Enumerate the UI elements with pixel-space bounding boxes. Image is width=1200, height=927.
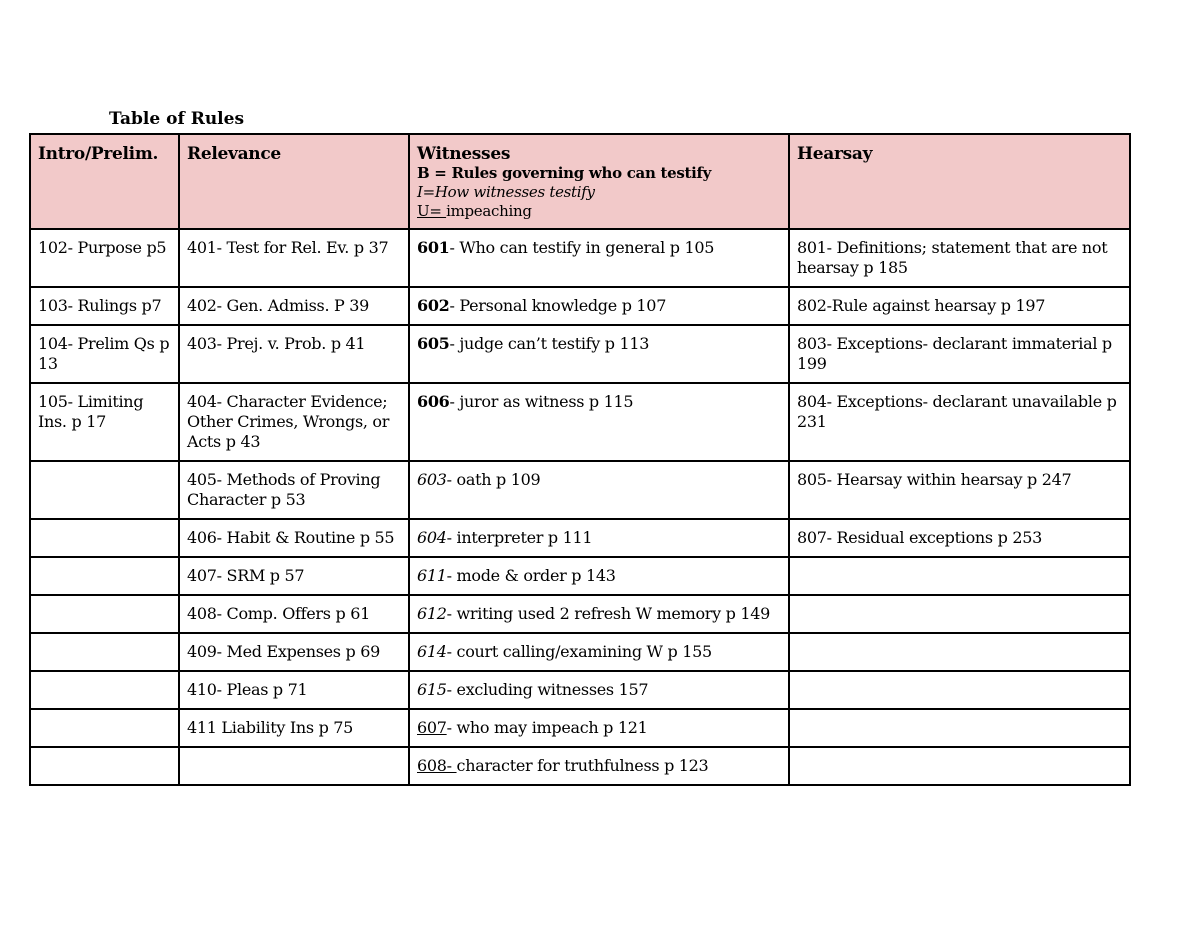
witness-cell (409, 671, 789, 709)
rule-text: - who may impeach p 121 (446, 718, 648, 737)
relevance-cell: 406- Habit & Routine p 55 (179, 519, 409, 557)
witness-cell (409, 595, 789, 633)
rule-number: 606 (417, 392, 450, 411)
intro-cell: 104- Prelim Qs p 13 (30, 325, 179, 383)
header-witnesses-label: Witnesses (417, 144, 511, 164)
rule-text: - Personal knowledge p 107 (449, 296, 667, 315)
intro-cell (30, 709, 179, 747)
table-row (30, 519, 1130, 557)
witness-cell (409, 325, 789, 383)
header-intro-label: Intro/Prelim. (38, 144, 159, 164)
relevance-cell: 409- Med Expenses p 69 (179, 633, 409, 671)
witness-cell (409, 461, 789, 519)
rule-text: - oath p 109 (446, 470, 541, 489)
rule-number: 608- (417, 756, 457, 775)
table-row (30, 287, 1130, 325)
rule-text: - excluding witnesses 157 (446, 680, 649, 699)
relevance-cell: 410- Pleas p 71 (179, 671, 409, 709)
table-row (30, 557, 1130, 595)
hearsay-cell (789, 747, 1130, 785)
relevance-cell: 405- Methods of Proving Character p 53 (179, 461, 409, 519)
page-title: Table of Rules (109, 109, 245, 129)
intro-cell: 103- Rulings p7 (30, 287, 179, 325)
rule-number: 604 (417, 528, 447, 547)
hearsay-cell: 802-Rule against hearsay p 197 (789, 287, 1130, 325)
header-witnesses (409, 134, 789, 229)
intro-cell (30, 671, 179, 709)
rule-number: 614 (417, 642, 447, 661)
header-witnesses-legend-u (417, 202, 782, 221)
hearsay-cell (789, 633, 1130, 671)
rule-number: 615 (417, 680, 447, 699)
rule-text: - mode & order p 143 (446, 566, 616, 585)
hearsay-cell: 804- Exceptions- declarant unavailable p 231 (789, 383, 1130, 461)
relevance-cell: 402- Gen. Admiss. P 39 (179, 287, 409, 325)
intro-cell (30, 595, 179, 633)
header-hearsay-label: Hearsay (797, 144, 873, 164)
header-relevance-label: Relevance (187, 144, 281, 164)
intro-cell (30, 461, 179, 519)
intro-cell (30, 519, 179, 557)
rule-number: 602 (417, 296, 450, 315)
witness-cell (409, 229, 789, 287)
table-row (30, 671, 1130, 709)
table-row (30, 595, 1130, 633)
witness-cell (409, 557, 789, 595)
rule-text: - court calling/examining W p 155 (446, 642, 712, 661)
witness-cell (409, 709, 789, 747)
relevance-cell: 407- SRM p 57 (179, 557, 409, 595)
hearsay-cell: 805- Hearsay within hearsay p 247 (789, 461, 1130, 519)
hearsay-cell (789, 595, 1130, 633)
rules-table (29, 133, 1131, 786)
relevance-cell: 403- Prej. v. Prob. p 41 (179, 325, 409, 383)
table-row (30, 325, 1130, 383)
header-intro (30, 134, 179, 229)
table-row (30, 747, 1130, 785)
hearsay-cell: 803- Exceptions- declarant immaterial p 199 (789, 325, 1130, 383)
rule-number: 605 (417, 334, 450, 353)
relevance-cell: 411 Liability Ins p 75 (179, 709, 409, 747)
header-hearsay (789, 134, 1130, 229)
rule-text: character for truthfulness p 123 (456, 756, 709, 775)
header-witnesses-legend-i: I=How witnesses testify (417, 183, 595, 201)
rule-text: - interpreter p 111 (446, 528, 593, 547)
rule-number: 603 (417, 470, 447, 489)
rule-number: 611 (417, 566, 447, 585)
hearsay-cell (789, 709, 1130, 747)
rule-text: - judge can’t testify p 113 (449, 334, 650, 353)
legend-u-prefix: U= (417, 202, 447, 220)
hearsay-cell: 807- Residual exceptions p 253 (789, 519, 1130, 557)
table-row (30, 383, 1130, 461)
witness-cell (409, 633, 789, 671)
witness-cell (409, 383, 789, 461)
rule-number: 612 (417, 604, 447, 623)
intro-cell: 105- Limiting Ins. p 17 (30, 383, 179, 461)
intro-cell (30, 747, 179, 785)
relevance-cell: 404- Character Evidence; Other Crimes, Wrongs, or Acts p 43 (179, 383, 409, 461)
relevance-cell (179, 747, 409, 785)
hearsay-cell (789, 671, 1130, 709)
witness-cell (409, 747, 789, 785)
rule-text: - writing used 2 refresh W memory p 149 (446, 604, 771, 623)
rule-text: - juror as witness p 115 (449, 392, 634, 411)
header-row (30, 134, 1130, 229)
intro-cell (30, 557, 179, 595)
legend-u-rest: impeaching (446, 202, 532, 220)
table-row (30, 461, 1130, 519)
relevance-cell: 401- Test for Rel. Ev. p 37 (179, 229, 409, 287)
table-row (30, 633, 1130, 671)
intro-cell: 102- Purpose p5 (30, 229, 179, 287)
hearsay-cell: 801- Definitions; statement that are not hearsay p 185 (789, 229, 1130, 287)
witness-cell (409, 287, 789, 325)
header-relevance (179, 134, 409, 229)
table-row (30, 229, 1130, 287)
witness-cell (409, 519, 789, 557)
intro-cell (30, 633, 179, 671)
header-witnesses-legend-b: B = Rules governing who can testify (417, 164, 712, 182)
hearsay-cell (789, 557, 1130, 595)
rule-number: 601 (417, 238, 450, 257)
table-row (30, 709, 1130, 747)
rule-number: 607 (417, 718, 447, 737)
rule-text: - Who can testify in general p 105 (449, 238, 715, 257)
relevance-cell: 408- Comp. Offers p 61 (179, 595, 409, 633)
